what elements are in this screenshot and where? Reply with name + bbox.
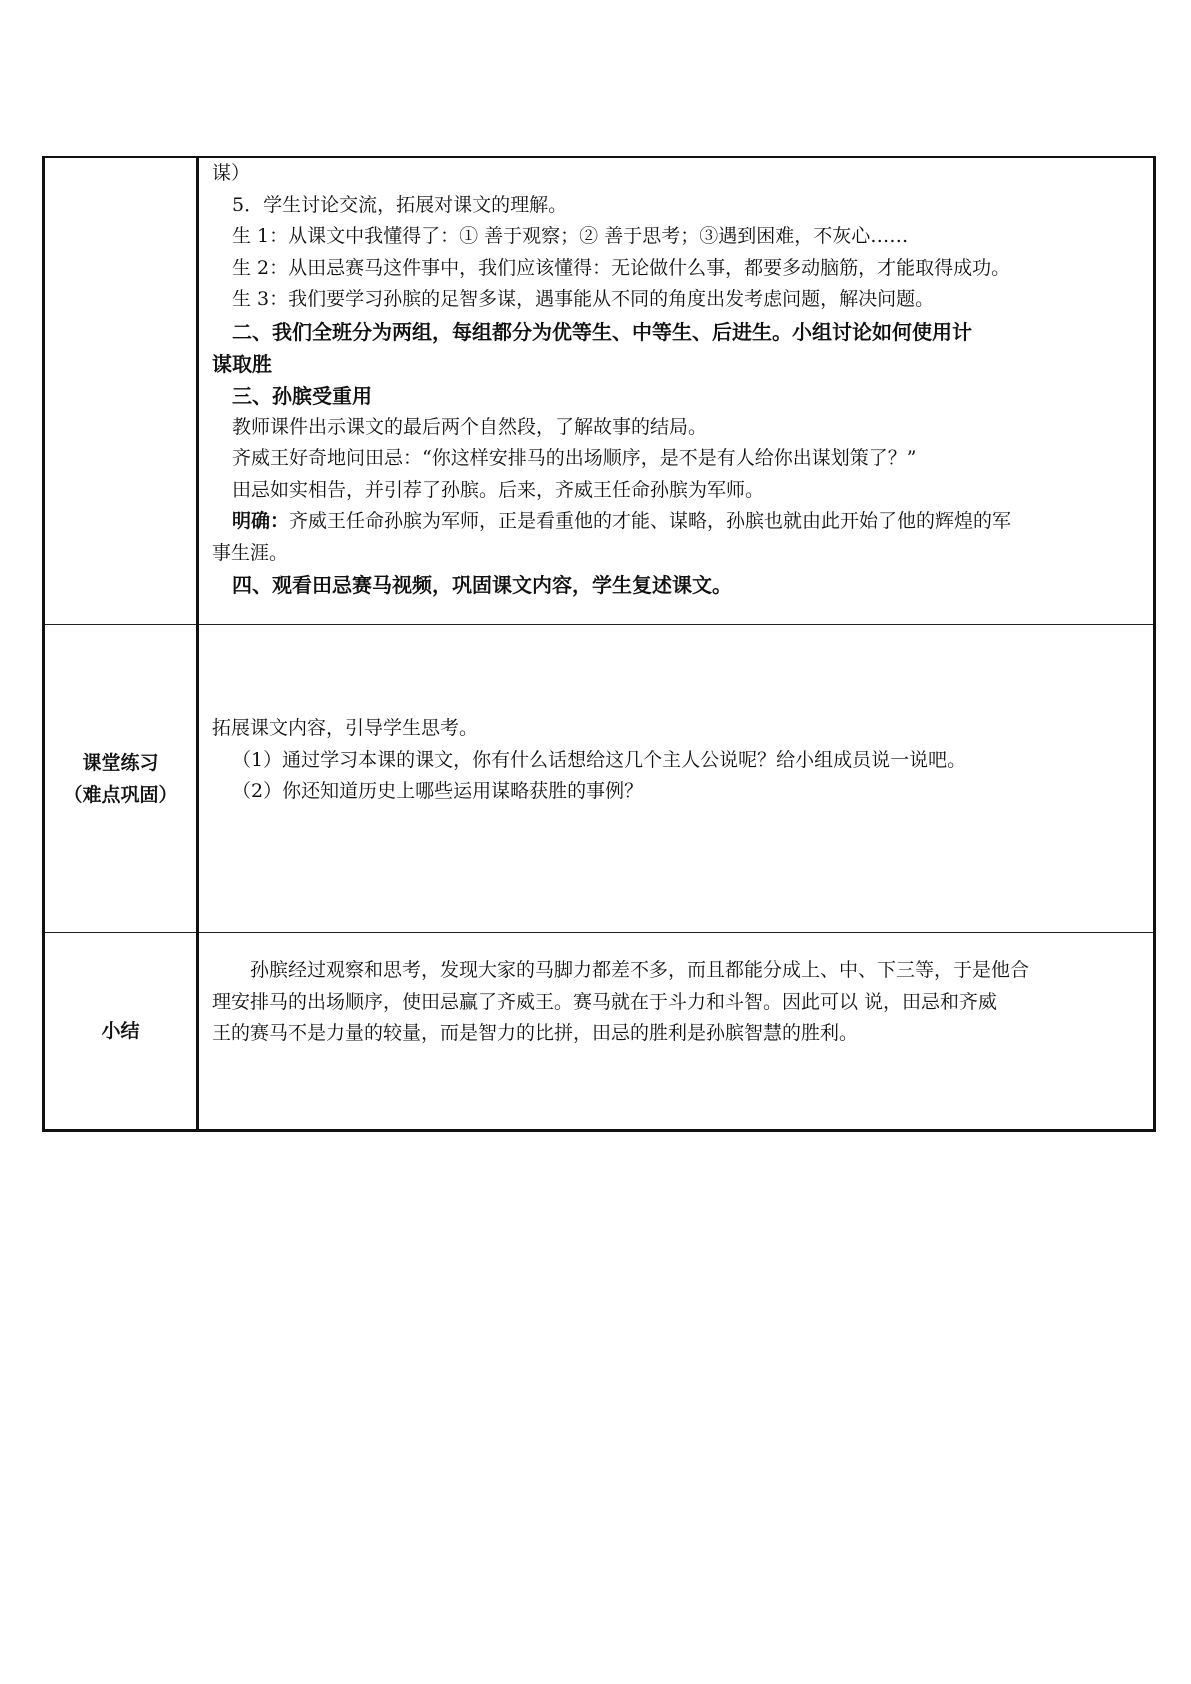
section-2-heading-cont: 谋取胜 [212, 351, 272, 376]
student-1-response: 生 1：从课文中我懂得了：① 善于观察；② 善于思考；③遇到困难，不灰心…… [232, 225, 909, 247]
tianji-answer-text: 田忌如实相告，并引荐了孙膑。后来，齐威王任命孙膑为军师。 [232, 478, 765, 501]
student-3-response: 生 3：我们要学习孙膑的足智多谋，遇事能从不同的角度出发考虑问题，解决问题。 [232, 288, 935, 310]
label-cell-empty [44, 157, 198, 625]
table-row-teaching-process [44, 157, 1155, 625]
summary-content [198, 933, 1155, 1131]
clarify-label: 明确： [232, 510, 290, 532]
table-row-summary [44, 933, 1155, 1131]
practice-question-1: （1）通过学习本课的课文，你有什么话想给这几个主人公说呢？给小组成员说一说吧。 [232, 748, 967, 771]
section-4-heading: 四、观看田忌赛马视频，巩固课文内容，学生复述课文。 [232, 573, 732, 597]
king-question-text: 齐威王好奇地问田忌：“你这样安排马的出场顺序，是不是有人给你出谋划策了？” [232, 447, 917, 469]
section-2-heading: 二、我们全班分为两组，每组都分为优等生、中等生、后进生。小组讨论如何使用计 [232, 319, 972, 344]
summary-label-cell [44, 933, 198, 1131]
clarify-text-cont: 事生涯。 [212, 541, 289, 564]
teaching-process-content [198, 157, 1155, 625]
summary-line-1: 孙膑经过观察和思考，发现大家的马脚力都差不多，而且都能分成上、中、下三等，于是他合 [250, 959, 1030, 981]
summary-label: 小结 [101, 1020, 140, 1042]
table-row-practice [44, 625, 1155, 933]
lesson-plan-table [42, 156, 1156, 1132]
practice-content [198, 625, 1155, 933]
clarify-paragraph [212, 506, 1143, 538]
teacher-show-text: 教师课件出示课文的最后两个自然段，了解故事的结局。 [232, 415, 708, 438]
step-5: 5．学生讨论交流，拓展对课文的理解。 [232, 193, 568, 216]
practice-intro: 拓展课文内容，引导学生思考。 [212, 717, 479, 739]
student-2-response: 生 2：从田忌赛马这件事中，我们应该懂得：无论做什么事，都要多动脑筋，才能取得成功。 [232, 256, 1011, 279]
practice-label: 课堂练习 [82, 751, 159, 774]
practice-question-2: （2）你还知道历史上哪些运用谋略获胜的事例？ [232, 780, 644, 802]
practice-sublabel: （难点巩固） [63, 783, 178, 806]
section-3-heading: 三、孙膑受重用 [232, 383, 372, 408]
clarify-text: 齐威王任命孙膑为军师，正是看重他的才能、谋略，孙膑也就由此开始了他的辉煌的军 [289, 510, 1012, 532]
summary-line-3: 王的赛马不是力量的较量，而是智力的比拼，田忌的胜利是孙膑智慧的胜利。 [212, 1022, 859, 1044]
continued-fragment: 谋） [212, 162, 251, 184]
practice-label-cell [44, 625, 198, 933]
summary-line-2: 理安排马的出场顺序，使田忌赢了齐威王。赛马就在于斗力和斗智。因此可以 说，田忌和齐威 [212, 990, 998, 1013]
